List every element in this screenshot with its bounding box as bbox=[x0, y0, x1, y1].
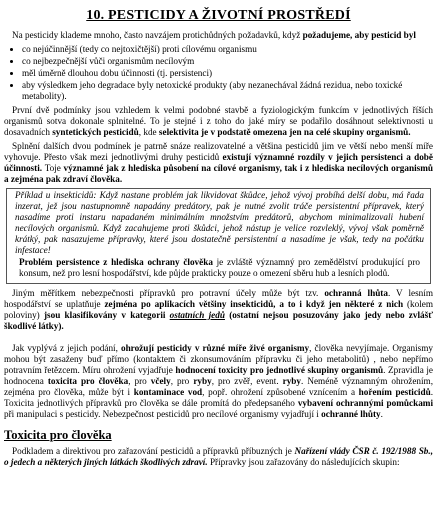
example-box bbox=[6, 188, 431, 284]
bold-run: jsou klasifikovány v kategorii bbox=[43, 310, 170, 320]
persistence-human-paragraph bbox=[19, 257, 420, 279]
intro-bold-text: požadujeme, aby pesticid byl bbox=[302, 30, 416, 40]
bold-run: hořením pesticidů bbox=[358, 387, 431, 397]
bold-run: (ostatní nejsou posuzovány jako jedy nebo zvlášť škodlivé látky). bbox=[4, 310, 433, 331]
bold-run: včely bbox=[150, 376, 171, 386]
spacer bbox=[0, 335, 437, 343]
intro-text: Na pesticidy klademe mnoho, často navzájem protichůdných požadavků, když bbox=[12, 30, 303, 40]
text-run: , pro zvěř, event. bbox=[211, 376, 283, 386]
list-item: • co nejúčinnější (tedy co nejtoxičtější) proti cílovému organismu bbox=[22, 44, 433, 55]
persistence-paragraph bbox=[4, 141, 433, 185]
list-item: • aby výsledkem jeho degradace byly netoxické produkty (aby nezanechával žádná rezidua, nebo toxické metabolity). bbox=[22, 80, 433, 102]
bold-run: významné jak z hlediska působení na cílové organismy, tak i z hlediska necílových organismů a zejména pak zdraví člověka. bbox=[4, 163, 433, 184]
text-run: , člověka nevyjímaje. Organismy mohou být zasaženy buď přímo (kontaktem či zkonsumováním přípravku či jeho metabolitů) , nebo nepřímo potravním řetězcem. Míru ohrožení vyjadřuje bbox=[4, 343, 433, 375]
text-run: . Zpravidla je hodnocena bbox=[4, 365, 433, 386]
requirements-list bbox=[0, 44, 433, 102]
regulation-reference: Nařízení vlády ČSR č. 192/1988 Sb., o jedech a některých jiných látkách škodlivých zdraví. bbox=[4, 446, 433, 467]
bold-run: selektivita je v podstatě omezena jen na celé skupiny organismů. bbox=[158, 127, 411, 137]
bold-run: Problém persistence z hlediska ochrany člověka bbox=[19, 257, 213, 267]
bold-run: kontaminace vod bbox=[133, 387, 203, 397]
text-run: . V lesním hospodářství se uplatňuje bbox=[4, 288, 433, 309]
text-run: je zvláště významný pro zemědělství produkující pro konsum, než pro lesní hospodářství, kde půjde prakticky pouze o omezení sběru hub a lesních plodů. bbox=[19, 257, 420, 278]
text-run: Přípravky jsou zařazovány do následujících skupin: bbox=[207, 457, 400, 467]
bold-italic-run: ostatních jedů bbox=[169, 310, 225, 320]
list-item: • co nejbezpečnější vůči organismům necílovým bbox=[22, 56, 433, 67]
bold-run: ryby bbox=[282, 376, 302, 386]
list-item: • měl úměrně dlouhou dobu účinnosti (tj. persistenci) bbox=[22, 68, 433, 79]
bold-run: ohrožují pesticidy v různé míře živé organismy bbox=[120, 343, 310, 353]
insecticide-example: Příklad u insekticidů: Když nastane problém jak likvidovat škůdce, jehož vývoj probíhá delší dobu, má řada inzerat, jež jsou nastupnomně napadány predátory, pak je nutné zvolit tráče persistentní přípravek, který nasadíme proti instaru napadaném minimálním množstvím predátorů, abychom minimalizovali hubení necílových organismů. Když zacahujeme proti škůdci, jehož nástup je velice rozvleklý, vývoj však poměrně krátký, pak nasazujeme přípravky, které jsou dostatečně persistentní a nasadíme je však, tedy na počátku infestace! bbox=[15, 190, 424, 255]
bold-run: hodnocení toxicity pro jednotlivé skupiny organismů bbox=[175, 365, 384, 375]
text-run: . Neméně významným ohrožením, zejména pro člověka, může být i bbox=[4, 376, 434, 397]
text-run: Splnění dalších dvou podmínek je patrně snáze realizovatelné a většina pesticidů jim ve větší nebo menší míře vyhovuje. Přesto však mezi jednotlivými druhy pesticidů bbox=[4, 141, 433, 162]
bold-run: existují významné rozdíly v jejich persistenci a době účinnosti. bbox=[4, 152, 433, 173]
bold-run: ryby bbox=[193, 376, 212, 386]
text-run: Podkladem a direktivou pro zařazování pesticidů a přípravků příbuzných je bbox=[12, 446, 295, 456]
text-run: Toje bbox=[44, 163, 64, 173]
text-run: . bbox=[380, 409, 383, 419]
text-run: Jiným měřítkem nebezpečnosti přípravků pro potravní účely může být tzv. bbox=[12, 288, 325, 298]
text-run: . Toxicita jednotlivých přípravků pro člověka se dále promítá do předepsaného bbox=[4, 387, 433, 408]
page-title: 10. PESTICIDY A ŽIVOTNÍ PROSTŘEDÍ bbox=[86, 8, 351, 23]
selectivity-paragraph bbox=[4, 105, 433, 138]
bold-run: toxicita pro člověka bbox=[47, 376, 129, 386]
text-run: , pro bbox=[128, 376, 151, 386]
bold-run: ochranné lhůty bbox=[321, 409, 381, 419]
protection-period-paragraph bbox=[4, 288, 433, 332]
bold-run: vybavení ochrannými pomůckami bbox=[297, 398, 433, 408]
text-run: , pro bbox=[170, 376, 194, 386]
text-run: při manipulaci s pesticidy. Nebezpečnost pesticidů pro necílové organismy vyjadřují i bbox=[4, 409, 322, 419]
text-run: Jak vyplývá z jejich podání, bbox=[12, 343, 121, 353]
bold-run: zejména po aplikacích většiny insekticidů, a to i když jen některé z nich bbox=[104, 299, 404, 309]
bold-run: ochranná lhůta bbox=[324, 288, 388, 298]
text-run: , kde bbox=[138, 127, 159, 137]
threat-paragraph bbox=[4, 343, 433, 420]
section-heading: Toxicita pro člověka bbox=[4, 428, 112, 442]
text-run: První dvě podmínky jsou vzhledem k velmi podobné stavbě a fyziologickým funkcím v jednotlivých říších organismů sotva dokonale splnitelné. To je stejné i z toho do jaké míry se podařilo dosáhnout selektivnosti u dosavadních bbox=[4, 105, 433, 137]
intro-paragraph bbox=[4, 30, 433, 41]
text-run: (kolem poloviny) bbox=[4, 299, 433, 320]
bold-run: syntetických pesticidů bbox=[52, 127, 139, 137]
classification-paragraph bbox=[4, 446, 433, 468]
text-run: , popř. ohrožení způsobené vznícením a bbox=[202, 387, 359, 397]
